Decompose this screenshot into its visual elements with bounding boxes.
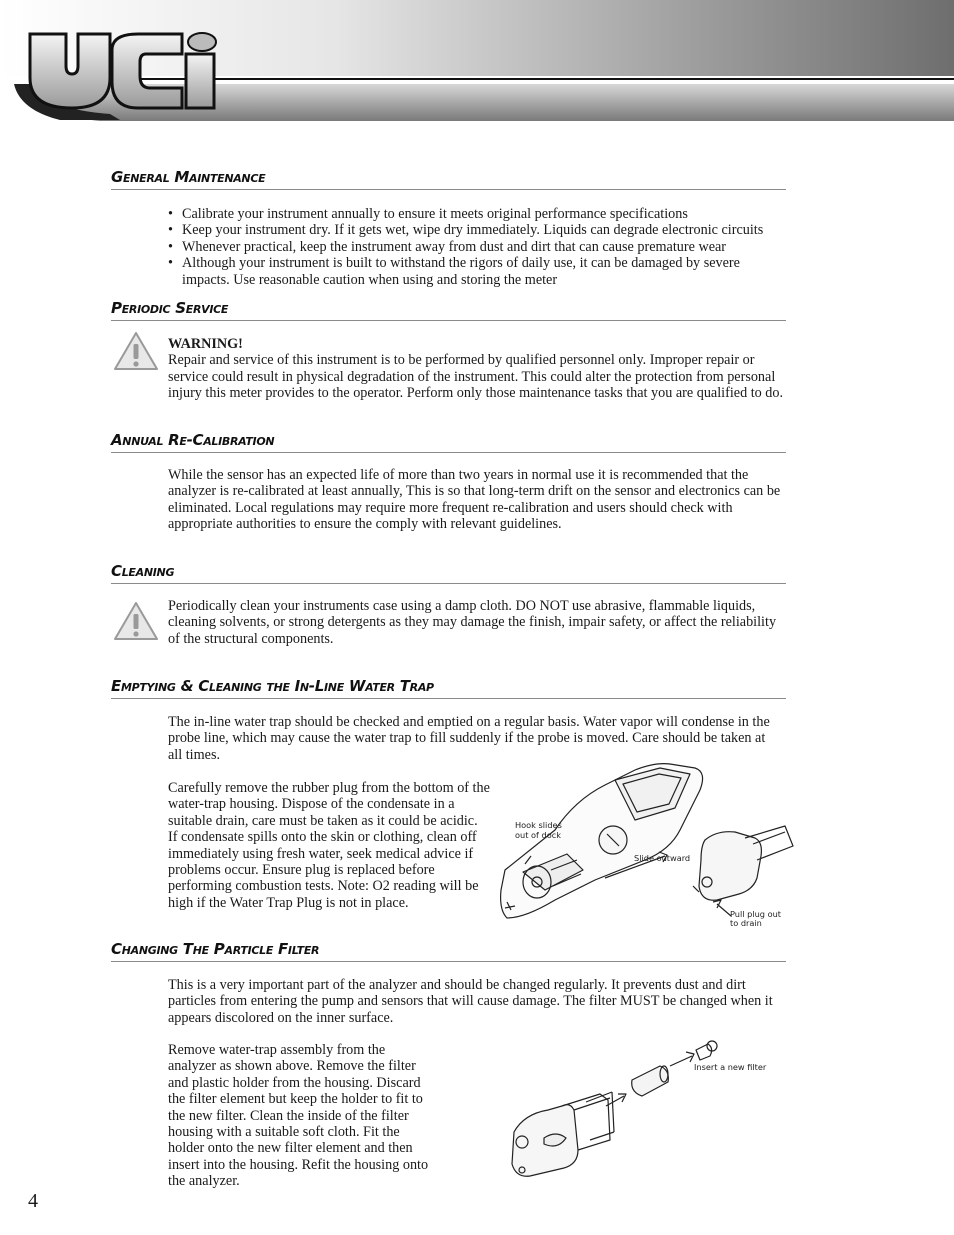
list-item: • Whenever practical, keep the instrument away from dust and dirt that can cause premature wear bbox=[168, 239, 788, 255]
list-item: • Calibrate your instrument annually to ensure it meets original performance specifications bbox=[168, 206, 788, 222]
periodic-service-block bbox=[168, 336, 784, 402]
section-title-water-trap: Emptying & Cleaning the In-Line Water Trap bbox=[111, 677, 786, 699]
label-out-of-dock: out of dock bbox=[515, 830, 561, 840]
water-trap-intro-text: The in-line water trap should be checked and emptied on a regular basis. Water vapor will condense in the probe line, which may cause the water trap to fill suddenly if the probe is moved. Care should be taken at all times. bbox=[168, 714, 770, 763]
water-trap-diagram bbox=[495, 760, 795, 932]
general-maintenance-list bbox=[168, 206, 788, 288]
filter-diagram bbox=[500, 1030, 790, 1180]
particle-filter-instructions-text: Remove water-trap assembly from the analyzer as shown above. Remove the filter and plastic holder from the housing. Discard the filter element but keep the holder to fit to the new filter. Clean the inside of the filter housing with a suitable soft cloth. Fit the holder onto the new filter element and then insert into the housing. Refit the housing onto the analyzer. bbox=[168, 1042, 429, 1190]
water-trap-instructions-text: Carefully remove the rubber plug from the bottom of the water-trap housing. Dispose of the condensate in a suitable drain, care must be taken as it could be acidic. If condensate spills onto the skin or clothing, clean off immediately using fresh water, seek medical advice if problems occur. Ensure plug is replaced before performing combustion tests. Note: O2 reading will be high if the Water Trap Plug is not in place. bbox=[168, 780, 490, 911]
warning-label: WARNING! bbox=[168, 336, 243, 352]
cleaning-text: Periodically clean your instruments case using a damp cloth. DO NOT use abrasive, flammable liquids, cleaning solvents, or strong detergents as they may damage the finish, impair safety, or affect the reliability of the structural components. bbox=[168, 598, 777, 647]
section-title-periodic-service: Periodic Service bbox=[111, 299, 786, 321]
header-banner bbox=[0, 0, 954, 122]
section-title-cleaning: Cleaning bbox=[111, 562, 786, 584]
caution-triangle-icon bbox=[112, 600, 160, 642]
list-item: • Keep your instrument dry. If it gets wet, wipe dry immediately. Liquids can degrade electronic circuits bbox=[168, 222, 788, 238]
annual-recalibration-text: While the sensor has an expected life of more than two years in normal use it is recommended that the analyzer is re-calibrated at least annually, This is so that long-term drift on the sensor and electronics can be eliminated. Local regulations may require more frequent re-calibration and users should check with appropriate authorities to ensure the comply with relevant guidelines. bbox=[168, 467, 781, 533]
page-number: 4 bbox=[28, 1190, 38, 1212]
label-pull-plug-out: Pull plug out bbox=[730, 909, 782, 919]
warning-triangle-icon bbox=[112, 330, 160, 372]
particle-filter-intro-text: This is a very important part of the analyzer and should be changed regularly. It prevents dust and dirt particles from entering the pump and sensors that will cause damage. The filter MUST be changed when it appears discolored on the inner surface. bbox=[168, 977, 773, 1026]
section-title-general-maintenance: General Maintenance bbox=[111, 168, 786, 190]
label-hook-slides: Hook slides bbox=[515, 820, 562, 830]
periodic-service-text: Repair and service of this instrument is to be performed by qualified personnel only. Improper repair or service could result in physical degradation of the instrument. This could alter the protection from personal injury this meter provides to the operator. Perform only those maintenance tasks that you are qualified to do. bbox=[168, 352, 784, 402]
label-slide-outward: Slide outward bbox=[634, 853, 691, 863]
section-title-particle-filter: Changing The Particle Filter bbox=[111, 940, 786, 962]
list-item: • Although your instrument is built to withstand the rigors of daily use, it can be damaged by severe impacts. Use reasonable caution when using and storing the meter bbox=[168, 255, 788, 288]
label-insert-new-filter: Insert a new filter bbox=[694, 1062, 767, 1072]
label-to-drain: to drain bbox=[730, 918, 762, 928]
section-title-annual-recalibration: Annual Re-Calibration bbox=[111, 431, 786, 453]
